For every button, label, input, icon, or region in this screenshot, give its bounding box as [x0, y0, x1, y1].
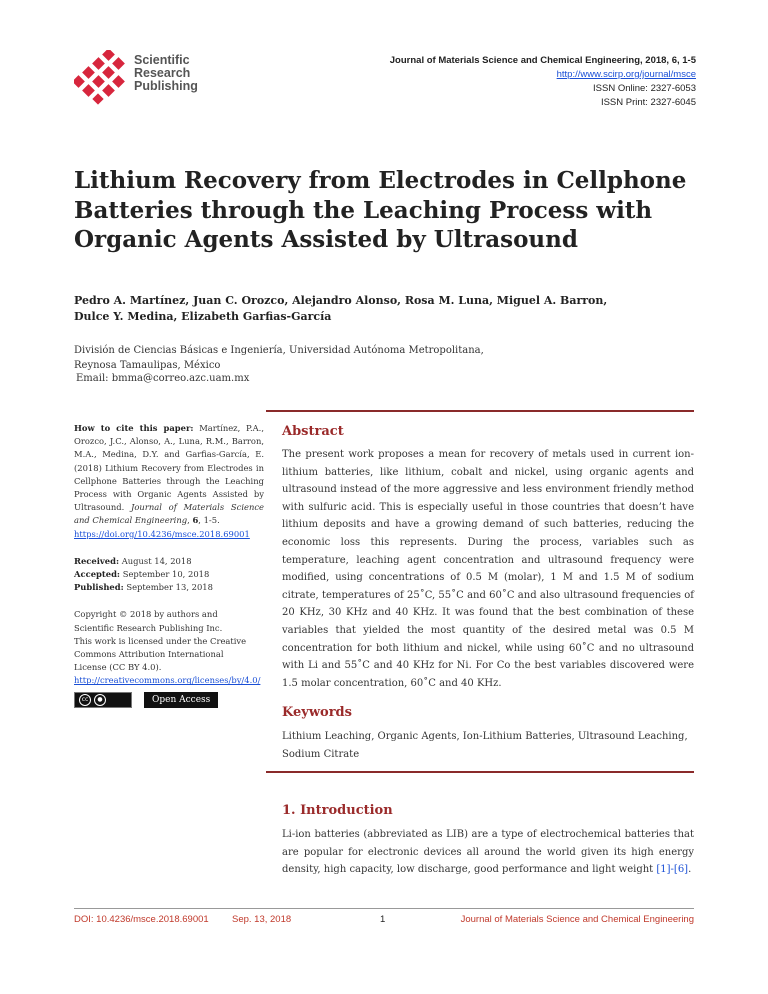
cite-pages: 1-5. — [203, 515, 220, 526]
author-list: Pedro A. Martínez, Juan C. Orozco, Alejandro Alonso, Rosa M. Luna, Miguel A. Barron, Dulce Y. Medina, Elizabeth Garfias-García — [74, 294, 608, 323]
cc-by-license-icon[interactable] — [74, 692, 132, 708]
keywords-bottom-rule — [266, 771, 694, 773]
publisher-logo — [74, 50, 214, 104]
journal-citation: Journal of Materials Science and Chemical Engineering, 2018, 6, 1-5 — [389, 55, 696, 66]
page-footer — [74, 914, 694, 930]
reference-link[interactable]: [1]-[6] — [656, 864, 689, 876]
journal-url-link[interactable]: http://www.scirp.org/journal/msce — [556, 69, 696, 80]
cite-doi-link[interactable]: https://doi.org/10.4236/msce.2018.69001 — [74, 528, 250, 539]
author-email: Email: bmma@correo.azc.uam.mx — [76, 373, 250, 384]
copyright-block: Copyright © 2018 by authors and Scientific Research Publishing Inc. This work is licensed under the Creative Commons Attribution International License (CC BY 4.0). http://creativecommons.org/licenses/by/4.0/ — [74, 609, 261, 686]
footer-rule — [74, 908, 694, 909]
cite-text: Martínez, P.A., Orozco, J.C., Alonso, A., Luna, R.M., Barron, M.A., Medina, D.Y. and Garfias-García, E. (2018) Lithium Recovery from Electrodes in Cellphone Batteries through the Leaching Process with Organic Agents Assisted by Ultrasound. — [74, 423, 264, 513]
cc-icon: cc — [79, 694, 91, 706]
introduction-text: Li-ion batteries (abbreviated as LIB) are a type of electrochemical batteries that are popular for electronic devices all around the world given its high energy density, high capacity, low discharge, good performance and light weight [1]-[6]. — [282, 829, 694, 876]
footer-journal: Journal of Materials Science and Chemical Engineering — [460, 914, 694, 925]
open-access-badge: Open Access — [144, 692, 218, 708]
sidebar — [74, 422, 264, 708]
cite-label: How to cite this paper: — [74, 423, 194, 433]
affiliation: División de Ciencias Básicas e Ingeniería, Universidad Autónoma Metropolitana, Reynosa Tamaulipas, México — [74, 345, 484, 371]
abstract-top-rule — [266, 410, 694, 412]
published-date: September 13, 2018 — [126, 582, 213, 593]
page-number: 1 — [380, 914, 386, 925]
accepted-date: September 10, 2018 — [122, 569, 210, 580]
cite-volume: 6 — [192, 515, 199, 526]
issn-online: ISSN Online: 2327-6053 — [593, 83, 696, 94]
cite-journal: Journal of Materials Science and Chemical Engineering — [74, 502, 264, 526]
journal-header — [390, 54, 696, 110]
article-title: Lithium Recovery from Electrodes in Cellphone Batteries through the Leaching Process with Organic Agents Assisted by Ultrasound — [74, 167, 687, 253]
by-person-icon: ● — [94, 694, 106, 706]
scientific-research-publishing-diamond-logo — [74, 50, 130, 106]
publisher-name: Scientific Research Publishing — [134, 53, 198, 93]
received-date: August 14, 2018 — [121, 555, 192, 566]
citation-block: How to cite this paper: Martínez, P.A., Orozco, J.C., Alonso, A., Luna, R.M., Barron, M.A., Medina, D.Y. and Garfias-García, E. (2018) Lithium Recovery from Electrodes in Cellphone Batteries through the Leaching Process with Organic Agents Assisted by Ultrasound. Journal of Materials Science and Chemical Engineering, 6, 1-5. https://doi.org/10.4236/msce.2018.69001 — [74, 423, 264, 539]
license-badges — [74, 692, 264, 708]
abstract-text: The present work proposes a mean for recovery of metals used in current ion-lithium batteries, like lithium, cobalt and nickel, using organic agents and ultrasound instead of the more aggressive and less environment friendly method with sulfuric acid. This is especially useful in those countries that doesn’t have lithium deposits and have a growing demand of such batteries, reducing the economic loss this represents. During the process, variables such as temperature, leaching agent concentration and ultrasound frequency were modified, using concentrations of 0.5 M (molar), 1 M and 1.5 M of sodium citrate, temperatures of 25˚C, 55˚C and 60˚C and also ultrasound frequencies of 20 KHz, 30 KHz and 40 KHz. It was found that the best combination of these variables that yielded the most quantity of the desired metal was 0.5 M concentration for both lithium and nickel, while using 60˚C and no ultrasound with Li and 55˚C and 40 KHz for Ni. For Co the best variables discovered were 1.5 molar concentration, 60˚C and 40 KHz. — [282, 449, 694, 689]
footer-date: Sep. 13, 2018 — [232, 914, 292, 925]
issn-print: ISSN Print: 2327-6045 — [600, 97, 696, 108]
keywords-text: Lithium Leaching, Organic Agents, Ion-Lithium Batteries, Ultrasound Leaching, Sodium Citrate — [282, 731, 688, 760]
introduction-heading: 1. Introduction — [282, 803, 393, 818]
abstract-heading: Abstract — [282, 424, 344, 439]
footer-doi: DOI: 10.4236/msce.2018.69001 — [74, 914, 209, 925]
dates-block: Received: August 14, 2018 Accepted: September 10, 2018 Published: September 13, 2018 — [74, 555, 213, 593]
license-link[interactable]: http://creativecommons.org/licenses/by/4.0/ — [74, 675, 261, 686]
keywords-heading: Keywords — [282, 705, 352, 720]
